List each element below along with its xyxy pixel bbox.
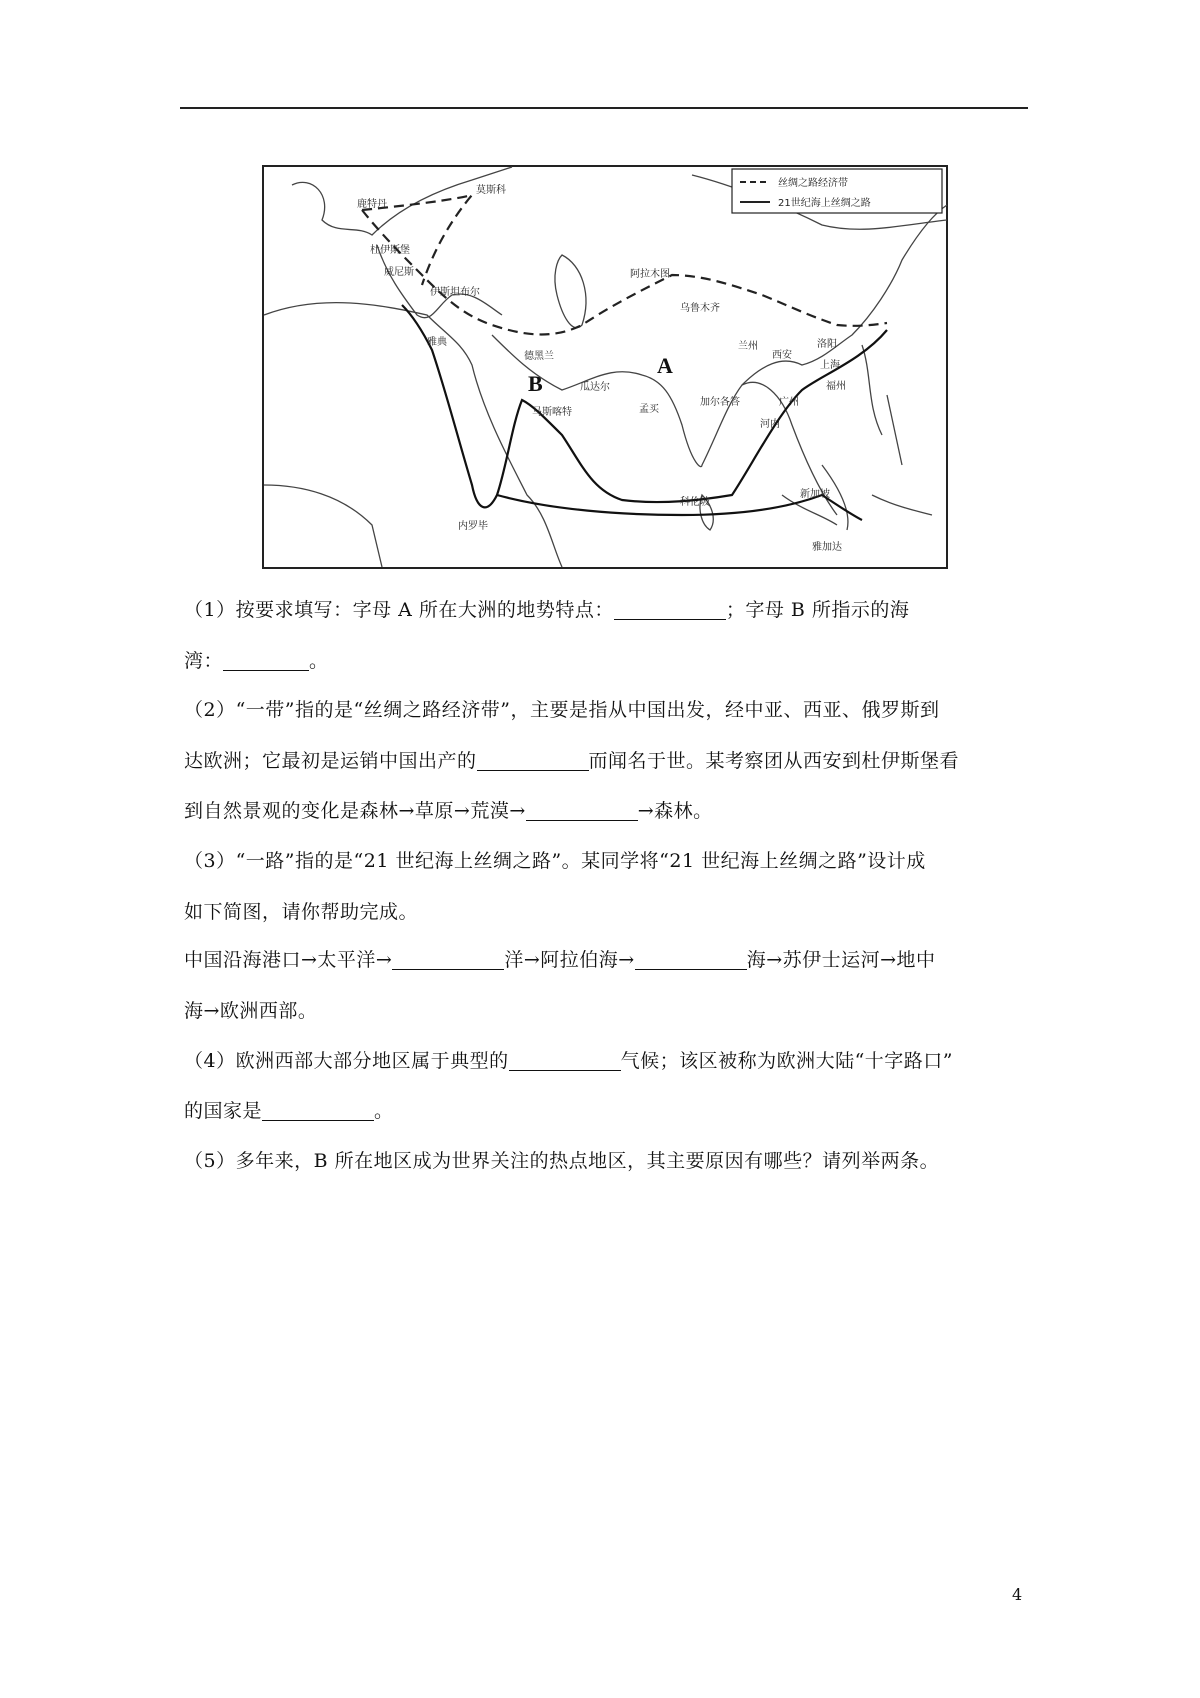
city-label: 科伦坡	[680, 497, 710, 508]
city-label: 兰州	[738, 341, 758, 352]
region-letter-b: B	[528, 371, 543, 396]
answer-blank[interactable]	[635, 947, 747, 970]
city-label: 广州	[779, 397, 799, 408]
city-label: 西安	[772, 350, 792, 361]
answer-blank[interactable]	[223, 648, 309, 671]
question-4-line-1: （4）欧洲西部大部分地区属于典型的 气候；该区被称为欧洲大陆“十字路口”	[184, 1050, 954, 1072]
city-label: 阿拉木图	[630, 269, 670, 280]
city-label: 上海	[820, 360, 840, 371]
city-label: 伊斯坦布尔	[430, 287, 480, 298]
city-label: 瓜达尔	[580, 382, 610, 393]
question-3-line-4: 海→欧洲西部。	[184, 1000, 318, 1022]
city-label: 乌鲁木齐	[680, 303, 720, 314]
city-label: 雅典	[427, 337, 447, 348]
silk-road-map	[262, 165, 948, 569]
region-letter-a: A	[657, 353, 673, 378]
answer-blank[interactable]	[614, 597, 726, 620]
city-label: 鹿特丹	[357, 199, 387, 210]
city-label: 福州	[826, 381, 846, 392]
answer-blank[interactable]	[477, 748, 589, 771]
page-number: 4	[1012, 1585, 1023, 1604]
header-rule	[180, 107, 1028, 109]
city-label: 内罗毕	[458, 521, 488, 532]
question-3-line-3: 中国沿海港口→太平洋→ 洋→阿拉伯海→ 海→苏伊士运河→地中	[184, 949, 936, 971]
city-label: 河内	[760, 419, 780, 430]
question-4-line-2: 的国家是 。	[184, 1100, 394, 1122]
question-2-line-3: 到自然景观的变化是森林→草原→荒漠→ →森林。	[184, 800, 713, 822]
city-label: 雅加达	[812, 542, 842, 553]
city-label: 新加坡	[800, 489, 830, 500]
city-label: 杜伊斯堡	[370, 245, 410, 256]
answer-blank[interactable]	[262, 1098, 374, 1121]
city-label: 威尼斯	[384, 267, 414, 278]
city-label: 洛阳	[817, 339, 837, 350]
question-3-line-2: 如下简图，请你帮助完成。	[184, 901, 419, 923]
city-label: 莫斯科	[476, 185, 506, 196]
city-label: 马斯喀特	[532, 407, 572, 418]
answer-blank[interactable]	[392, 947, 504, 970]
legend-road-label: 21世纪海上丝绸之路	[778, 198, 871, 209]
question-2-line-1: （2）“一带”指的是“丝绸之路经济带”，主要是指从中国出发，经中亚、西亚、俄罗斯到	[184, 699, 940, 721]
answer-blank[interactable]	[509, 1048, 621, 1071]
question-3-line-1: （3）“一路”指的是“21 世纪海上丝绸之路”。某同学将“21 世纪海上丝绸之路”设计成	[184, 850, 926, 872]
question-5-line-1: （5）多年来，B 所在地区成为世界关注的热点地区，其主要原因有哪些？请列举两条。	[184, 1150, 940, 1172]
city-label: 孟买	[639, 404, 659, 415]
answer-blank[interactable]	[526, 798, 638, 821]
city-label: 德黑兰	[524, 351, 554, 362]
legend-belt-label: 丝绸之路经济带	[778, 178, 848, 189]
question-2-line-2: 达欧洲；它最初是运销中国出产的 而闻名于世。某考察团从西安到杜伊斯堡看	[184, 750, 960, 772]
question-1-line-1: （1）按要求填写：字母 A 所在大洲的地势特点： ；字母 B 所指示的海	[184, 599, 910, 621]
city-label: 加尔各答	[700, 397, 740, 408]
question-1-line-2: 湾： 。	[184, 650, 329, 672]
